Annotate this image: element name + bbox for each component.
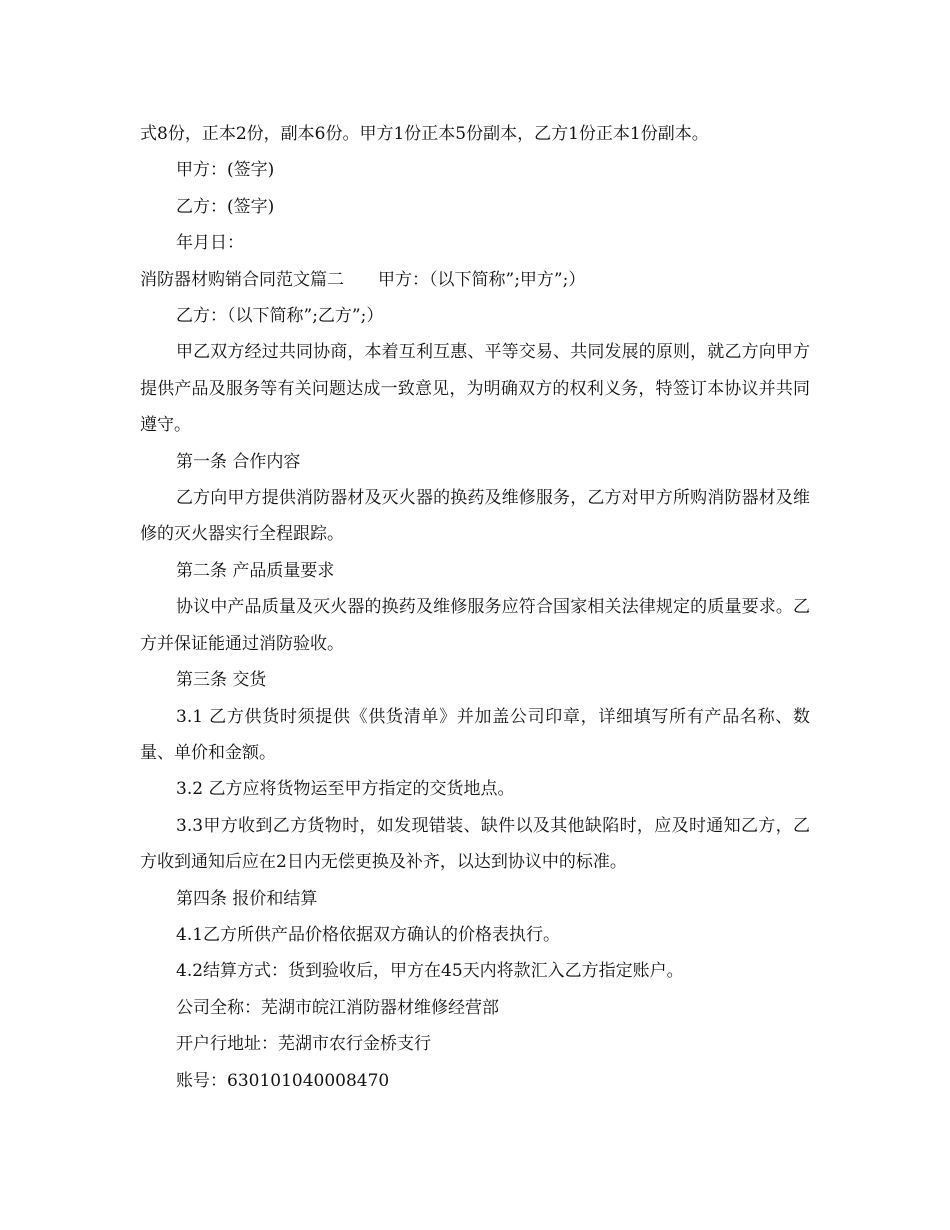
date-line: 年月日： [176, 233, 244, 254]
contract-title: 消防器材购销合同范文篇二 [140, 269, 344, 290]
party-b-line: 乙方：（以下简称”;乙方”;） [176, 306, 384, 327]
signature-party-b: 乙方：(签字) [176, 196, 275, 217]
title-line [140, 262, 810, 298]
clause-4-1: 4.1乙方所供产品价格依据双方确认的价格表执行。 [176, 924, 561, 945]
clause-3-2: 3.2 乙方应将货物运至甲方指定的交货地点。 [176, 779, 515, 800]
signature-party-a: 甲方：(签字) [176, 160, 275, 181]
article-2-body: 协议中产品质量及灭火器的换药及维修服务应符合国家相关法律规定的质量要求。乙方并保证能通过消防验收。 [140, 597, 810, 654]
clause-3-3: 3.3甲方收到乙方货物时，如发现错装、缺件以及其他缺陷时，应及时通知乙方，乙方收到通知后应在2日内无偿更换及补齐，以达到协议中的标准。 [140, 815, 810, 873]
company-name-line: 公司全称：芜湖市皖江消防器材维修经营部 [176, 997, 499, 1018]
article-4-heading: 第四条 报价和结算 [176, 888, 318, 909]
article-2-heading: 第二条 产品质量要求 [176, 560, 335, 581]
party-a-line: 甲方：（以下简称”;甲方”;） [378, 269, 586, 290]
article-1-heading: 第一条 合作内容 [176, 451, 301, 472]
article-1-body: 乙方向甲方提供消防器材及灭火器的换药及维修服务，乙方对甲方所购消防器材及维修的灭火器实行全程跟踪。 [140, 488, 810, 545]
account-number-line: 账号：630101040008470 [176, 1070, 390, 1091]
clause-3-1: 3.1 乙方供货时须提供《供货清单》并加盖公司印章，详细填写所有产品名称、数量、单价和金额。 [140, 706, 810, 763]
intro-paragraph: 甲乙双方经过共同协商，本着互利互惠、平等交易、共同发展的原则，就乙方向甲方提供产品及服务等有关问题达成一致意见，为明确双方的权利义务，特签订本协议并共同遵守。 [140, 342, 810, 436]
bank-address-line: 开户行地址：芜湖市农行金桥支行 [176, 1034, 431, 1055]
clause-4-2: 4.2结算方式：货到验收后，甲方在45天内将款汇入乙方指定账户。 [176, 961, 684, 982]
copies-line: 式8份，正本2份，副本6份。甲方1份正本5份副本，乙方1份正本1份副本。 [140, 124, 709, 144]
article-3-heading: 第三条 交货 [176, 670, 267, 691]
document-body [140, 116, 810, 1099]
